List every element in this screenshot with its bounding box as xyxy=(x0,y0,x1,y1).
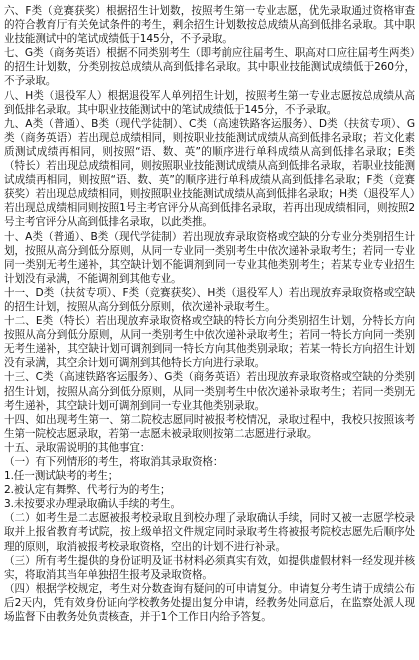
paragraph-section-6: 六、F类（竞赛获奖）根据招生计划数，按照考生第一专业志愿，优先录取通过资格审查的符合教育厅有关免试条件的考生，剩余招生计划数按总成绩从高到低排名录取。其中职业技能测试中的笔试成绩低于145分，不予录取。 xyxy=(4,5,415,46)
paragraph-section-9: 九、A类（普通）、B类（现代学徒制）、C类（高速铁路客运服务）、D类（扶贫专项）、G类（商务英语）若出现总成绩相同，则按职业技能测试成绩从高到低排名录取；若文化素质测试成绩再相同，则按照“语、数、英”的顺序进行单科成绩从高到低排名录取；E类（特长）若出现总成绩相同，则按照职业技能测试成绩从高到低排名录取，若职业技能测试成绩再相同，则按照“语、数、英”的顺序进行单科成绩从高到低排名录取；F类（竞赛获奖）若出现总成绩相同，则按照职业技能测试成绩从高到低排名录取；H类（退役军人）若出现总成绩相同则按照1号主考官评分从高到低排名录取，若再出现成绩相同，则按照2号主考官评分从高到低排名录取，以此类推。 xyxy=(4,117,415,229)
paragraph-section-13: 十三、C类（高速铁路客运服务）、G类（商务英语）若出现放弃录取资格或空缺的分类别招生计划，按照从高分到低分原则，从同一类别考生中依次递补录取考生；若同一类别无考生递补，其空缺计划可调剂到同一专业其他类别录取。 xyxy=(4,371,415,412)
list-item-2: 2.被认定有舞弊、代考行为的考生； xyxy=(4,484,171,497)
paragraph-section-14: 十四、如出现考生第一、第二院校志愿同时被报考校情况，录取过程中，我校只按照该考生第一院校志愿录取，若第一志愿未被录取则按第二志愿进行录取。 xyxy=(4,413,415,440)
subsection-1-heading: （一）有下列情形的考生，将取消其录取资格： xyxy=(4,456,224,468)
paragraph-section-10: 十、A类（普通）、B类（现代学徒制）若出现放弃录取资格或空缺的分专业分类别招生计划，按照从高分到低分原则，从同一专业同一类别考生中依次递补录取考生；若同一专业同一类别无考生递补，其空缺计划不能调剂到同一专业其他类别考生；若某专业专业招生计划没有录满，不能调剂到其他专业。 xyxy=(4,230,415,285)
subsection-3-paragraph: （三）所有考生提供的身份证明及证书材料必须真实有效，如提供虚假材料一经发现并核实，将取消其当年单独招生报考及录取资格。 xyxy=(4,554,415,581)
list-item-3: 3.未按要求办理录取确认手续的考生。 xyxy=(4,498,181,511)
paragraph-section-8: 八、H类（退役军人）根据退役军人单列招生计划，按照考生第一专业志愿按总成绩从高到低排名录取。其中职业技能测试中的笔试成绩低于145分，不予录取。 xyxy=(4,89,415,116)
list-item-1: 1.任一测试缺考的考生； xyxy=(4,470,119,483)
paragraph-section-7: 七、G类（商务英语）根据不同类别考生（即考前应往届考生、职高对口应往届考生两类）的招生计划数，分类别按总成绩从高到低排名录取。其中职业技能测试成绩低于260分，不予录取。 xyxy=(4,47,415,88)
section-15-heading: 十五、录取需说明的其他事宜： xyxy=(4,441,151,454)
subsection-2-paragraph: （二）如考生是二志愿被报考校录取且到校办理了录取确认手续，同时又被一志愿学校录取并上报省教育考试院，按上级单招文件规定同时录取考生将被报考院校志愿先后顺序处理的原则，取消被报考校录取资格，空出的计划不进行补录。 xyxy=(4,512,415,553)
subsection-4-paragraph: （四）根据学校规定，考生对分数查询有疑问的可申请复分。申请复分考生请于成绩公布后2天内，凭有效身份证向学校教务处提出复分申请，经教务处同意后，在监察处派人现场监督下由教务处负责核查，并于1个工作日内给予答复。 xyxy=(4,582,415,624)
paragraph-section-12: 十二、E类（特长）若出现放弃录取资格或空缺的特长方向分类别招生计划，分特长方向按照从高分到低分原则，从同一类别考生中依次递补录取考生；若同一特长方向同一类别无考生递补，其空缺计划可调剂到同一特长方向其他类别录取；若某一特长方向招生计划没有录满，其空余计划可调剂到其他特长方向进行录取。 xyxy=(4,315,415,370)
paragraph-section-11: 十一、D类（扶贫专项）、F类（竞赛获奖）、H类（退役军人）若出现放弃录取资格或空缺的招生计划，按照从高分到低分原则，依次递补录取考生。 xyxy=(4,286,415,313)
